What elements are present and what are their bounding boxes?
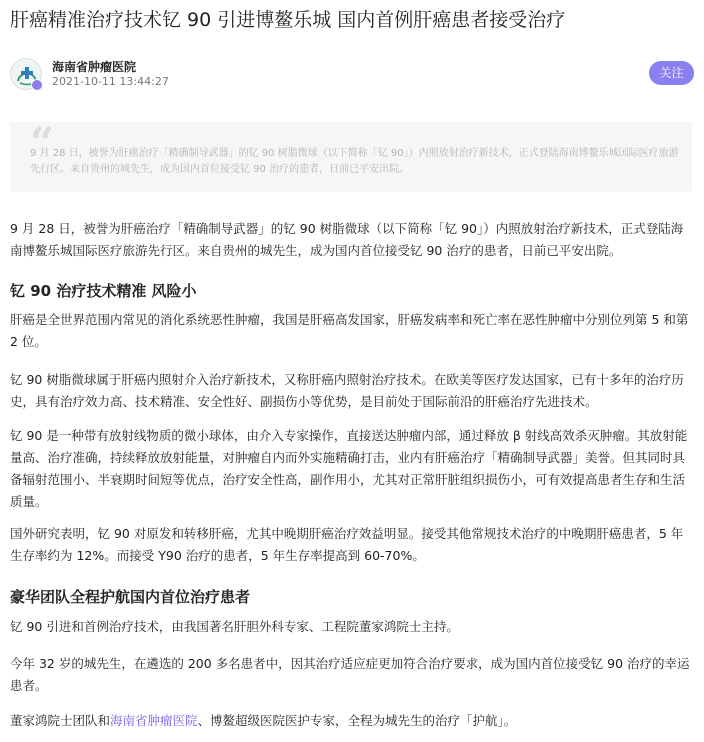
paragraph: 今年 32 岁的城先生，在遴选的 200 多名患者中，因其治疗适应症更加符合治疗要求，成为国内首位接受钇 90 治疗的幸运患者。 [10,656,690,693]
follow-button[interactable]: 关注 [649,61,694,85]
summary-quote [10,118,692,192]
paragraph-text: 、博鳌超级医院医护专家，全程为城先生的治疗「护航」。 [197,713,517,728]
paragraph [10,710,694,732]
author-name[interactable]: 海南省肿瘤医院 [52,60,137,74]
section-heading-2: 豪华团队全程护航国内首位治疗患者 [10,588,251,606]
quote-mark-icon: “ [30,118,55,167]
publish-time: 2021-10-11 13:44:27 [52,75,169,88]
verified-badge-icon [31,79,43,91]
paragraph: 肝癌是全世界范围内常见的消化系统恶性肿瘤，我国是肝癌高发国家，肝癌发病率和死亡率在恶性肿瘤中分别位列第 5 和第 2 位。 [10,312,689,349]
section-heading-1: 钇 90 治疗技术精准 风险小 [10,282,197,300]
author-bar [10,57,694,93]
paragraph: 钇 90 引进和首例治疗技术，由我国著名肝胆外科专家、工程院董家鸿院士主持。 [10,619,459,634]
quote-text: 9 月 28 日，被誉为肝癌治疗「精确制导武器」的钇 90 树脂微球（以下简称「钇 90」）内照放射治疗新技术，正式登陆海南博鳌乐城国际医疗旅游先行区。来自贵州的城先生，成为国内首位接受钇 90 治疗的患者，日前已平安出院。 [30,148,679,175]
paragraph: 钇 90 树脂微球属于肝癌内照射介入治疗新技术，又称肝癌内照射治疗技术。在欧美等医疗发达国家，已有十多年的治疗历史，具有治疗效力高、技术精准、安全性好、副损伤小等优势，是目前处于国际前沿的肝癌治疗先进技术。 [10,372,684,409]
paragraph: 钇 90 是一种带有放射线物质的微小球体，由介入专家操作，直接送达肿瘤内部，通过释放 β 射线高效杀灭肿瘤。其放射能量高、治疗准确，持续释放放射能量，对肿瘤自内而外实施精确打击，业内有肝癌治疗「精确制导武器」美誉。但其同时具备辐射范围小、半衰期时间短等优点，治疗安全性高，副作用小，尤其对正常肝脏组织损伤小，可有效提高患者生存和生活质量。 [10,428,688,509]
hospital-link[interactable]: 海南省肿瘤医院 [110,713,198,728]
article-title: 肝癌精准治疗技术钇 90 引进博鳌乐城 国内首例肝癌患者接受治疗 [10,9,566,31]
paragraph: 国外研究表明，钇 90 对原发和转移肝癌，尤其中晚期肝癌治疗效益明显。接受其他常规技术治疗的中晚期肝癌患者，5 年生存率约为 12%。而接受 Y90 治疗的患者，5 年生存率提高到 60-70%。 [10,526,684,563]
paragraph-text: 董家鸿院士团队和 [10,713,111,728]
intro-paragraph: 9 月 28 日，被誉为肝癌治疗「精确制导武器」的钇 90 树脂微球（以下简称「钇 90」）内照放射治疗新技术，正式登陆海南博鳌乐城国际医疗旅游先行区。来自贵州的城先生，成为国内首位接受钇 90 治疗的患者，日前已平安出院。 [10,221,684,258]
